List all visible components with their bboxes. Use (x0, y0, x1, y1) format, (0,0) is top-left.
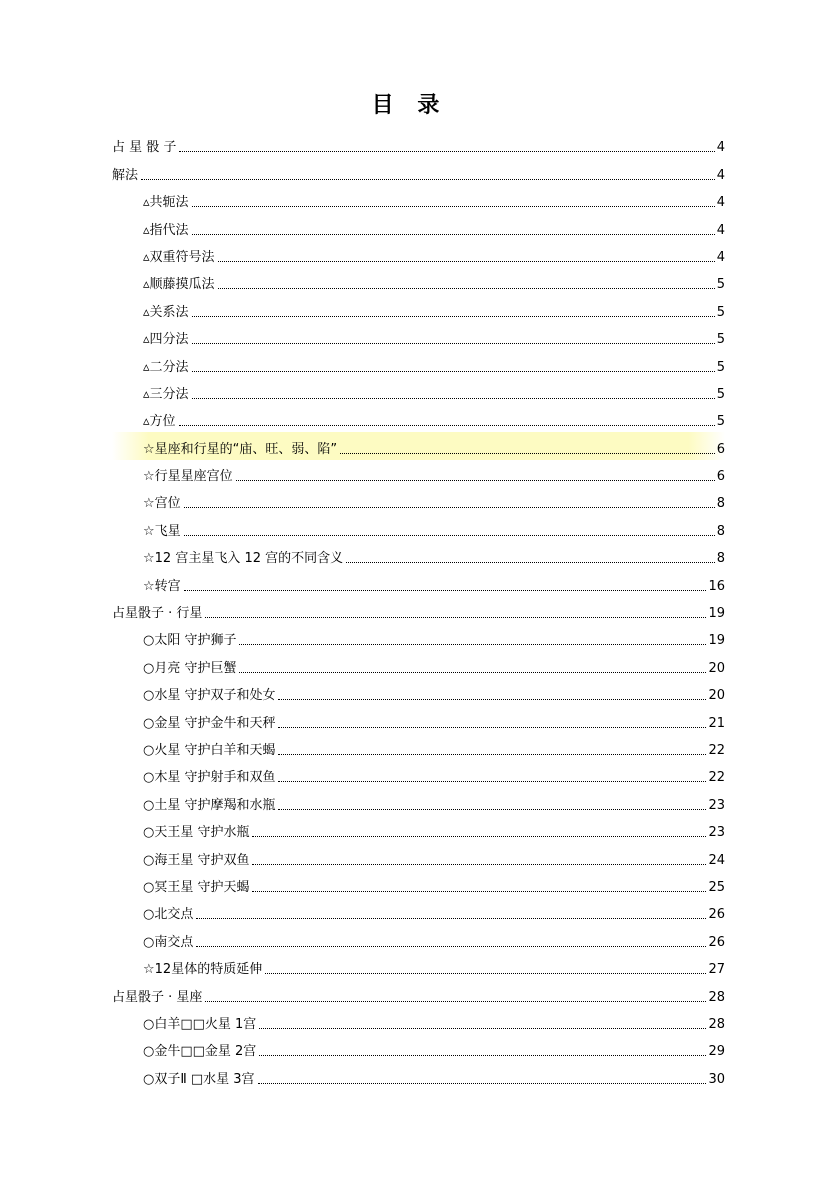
toc-leader-dots (179, 424, 715, 426)
toc-entry[interactable] (112, 843, 725, 870)
toc-entry[interactable] (112, 295, 725, 322)
toc-entry-page-number: 23 (708, 825, 725, 841)
toc-entry-label: ▵双重符号法 (143, 249, 215, 265)
toc-entry-label: ☆12 宫主星飞入 12 宫的不同含义 (143, 551, 344, 567)
toc-leader-dots (340, 452, 715, 454)
toc-leader-dots (205, 616, 706, 618)
toc-leader-dots (196, 945, 706, 947)
toc-entry[interactable] (112, 350, 725, 377)
toc-entry-label: ○白羊□□火星 1宫 (143, 1016, 257, 1032)
toc-entry[interactable] (112, 158, 725, 185)
toc-entry[interactable] (112, 788, 725, 815)
toc-entry-page-number: 8 (716, 551, 725, 567)
toc-entry[interactable] (112, 514, 725, 541)
toc-entry-page-number: 20 (708, 688, 725, 704)
toc-entry-page-number: 19 (708, 606, 725, 622)
toc-entry-label: ▵共轭法 (143, 195, 189, 211)
toc-entry-page-number: 5 (716, 304, 725, 320)
toc-leader-dots (218, 287, 715, 289)
toc-entry-page-number: 25 (708, 879, 725, 895)
toc-entry[interactable] (112, 898, 725, 925)
page-title: 目 录 (371, 93, 448, 118)
toc-leader-dots (265, 972, 706, 974)
toc-entry-page-number: 27 (708, 962, 725, 978)
table-of-contents (112, 131, 725, 1090)
toc-leader-dots (239, 671, 706, 673)
toc-entry-page-number: 20 (708, 660, 725, 676)
toc-leader-dots (196, 917, 706, 919)
toc-leader-dots (192, 370, 715, 372)
toc-entry-page-number: 22 (708, 742, 725, 758)
toc-entry[interactable] (112, 378, 725, 405)
toc-leader-dots (252, 890, 706, 892)
toc-entry-label: ○火星 守护白羊和天蝎 (143, 742, 276, 758)
toc-entry-label: ☆12星体的特质延伸 (143, 962, 263, 978)
toc-entry-page-number: 26 (708, 934, 725, 950)
toc-entry[interactable] (112, 679, 725, 706)
toc-entry-label: ☆星座和行星的“庙、旺、弱、陷” (143, 441, 338, 457)
toc-leader-dots (252, 835, 706, 837)
toc-entry[interactable] (112, 323, 725, 350)
toc-leader-dots (192, 397, 715, 399)
toc-entry-label: ○太阳 守护狮子 (143, 633, 237, 649)
toc-entry-label: ○土星 守护摩羯和水瓶 (143, 797, 276, 813)
toc-entry-page-number: 19 (708, 633, 725, 649)
toc-entry-page-number: 23 (708, 797, 725, 813)
toc-leader-dots (278, 753, 706, 755)
toc-entry-page-number: 4 (716, 167, 725, 183)
toc-leader-dots (258, 1082, 707, 1084)
toc-entry-page-number: 8 (716, 523, 725, 539)
toc-entry-label: ▵顺藤摸瓜法 (143, 277, 215, 293)
toc-entry[interactable] (112, 706, 725, 733)
toc-entry-label: ○天王星 守护水瓶 (143, 825, 250, 841)
toc-entry-label: ○木星 守护射手和双鱼 (143, 770, 276, 786)
toc-entry-page-number: 4 (716, 222, 725, 238)
toc-entry[interactable] (112, 597, 725, 624)
toc-entry[interactable] (112, 268, 725, 295)
toc-entry-page-number: 28 (708, 989, 725, 1005)
toc-entry[interactable] (112, 542, 725, 569)
toc-leader-dots (218, 260, 715, 262)
toc-entry-page-number: 4 (716, 249, 725, 265)
toc-entry-label: ▵指代法 (143, 222, 189, 238)
toc-leader-dots (184, 589, 707, 591)
toc-entry-label: ▵四分法 (143, 332, 189, 348)
toc-entry-label: 占星骰子 · 星座 (112, 989, 203, 1005)
toc-entry-page-number: 6 (716, 469, 725, 485)
toc-entry-label: ☆转宫 (143, 578, 181, 594)
toc-entry[interactable] (112, 761, 725, 788)
toc-leader-dots (346, 561, 715, 563)
toc-entry-page-number: 5 (716, 386, 725, 402)
toc-entry-label: 占星骰子 · 行星 (112, 606, 203, 622)
toc-leader-dots (239, 643, 706, 645)
toc-entry[interactable] (112, 624, 725, 651)
toc-entry-page-number: 30 (708, 1071, 725, 1087)
toc-entry[interactable] (112, 734, 725, 761)
toc-entry-label: ○月亮 守护巨蟹 (143, 660, 237, 676)
toc-entry-page-number: 5 (716, 414, 725, 430)
toc-entry-page-number: 24 (708, 852, 725, 868)
toc-leader-dots (278, 726, 706, 728)
toc-entry[interactable] (112, 131, 725, 158)
toc-entry-label: ☆宫位 (143, 496, 181, 512)
toc-leader-dots (179, 150, 714, 152)
toc-leader-dots (141, 178, 715, 180)
toc-entry[interactable] (112, 405, 725, 432)
toc-entry-page-number: 4 (716, 140, 725, 156)
toc-entry[interactable] (112, 1008, 725, 1035)
toc-entry[interactable] (112, 980, 725, 1007)
toc-entry[interactable] (112, 925, 725, 952)
toc-entry[interactable] (112, 1035, 725, 1062)
toc-entry[interactable] (112, 213, 725, 240)
toc-entry[interactable] (112, 816, 725, 843)
toc-entry[interactable] (112, 569, 725, 596)
toc-entry-label: ▵三分法 (143, 386, 189, 402)
toc-entry-label: ○金星 守护金牛和天秤 (143, 715, 276, 731)
toc-leader-dots (205, 1000, 706, 1002)
toc-entry[interactable] (112, 1062, 725, 1089)
toc-entry-label: ▵方位 (143, 414, 176, 430)
toc-entry-page-number: 6 (716, 441, 725, 457)
toc-leader-dots (184, 506, 715, 508)
toc-entry-page-number: 5 (716, 359, 725, 375)
toc-leader-dots (192, 315, 715, 317)
toc-entry-label: ○冥王星 守护天蝎 (143, 879, 250, 895)
toc-leader-dots (252, 863, 706, 865)
toc-entry[interactable] (112, 871, 725, 898)
toc-leader-dots (192, 233, 715, 235)
toc-entry-page-number: 5 (716, 332, 725, 348)
toc-entry[interactable] (112, 460, 725, 487)
toc-entry-label: ○双子Ⅱ □水星 3宫 (143, 1071, 255, 1087)
toc-leader-dots (192, 205, 715, 207)
toc-entry-page-number: 22 (708, 770, 725, 786)
toc-entry[interactable] (112, 487, 725, 514)
toc-leader-dots (259, 1027, 706, 1029)
toc-entry-page-number: 28 (708, 1016, 725, 1032)
toc-leader-dots (236, 479, 715, 481)
toc-entry-label: 占 星 骰 子 (112, 140, 177, 156)
toc-entry[interactable] (112, 953, 725, 980)
toc-entry[interactable] (112, 432, 725, 459)
toc-entry-page-number: 26 (708, 907, 725, 923)
toc-leader-dots (259, 1054, 706, 1056)
toc-leader-dots (278, 698, 706, 700)
toc-entry-page-number: 16 (708, 578, 725, 594)
toc-entry-label: 解法 (112, 167, 139, 183)
toc-leader-dots (278, 808, 706, 810)
toc-entry-page-number: 21 (708, 715, 725, 731)
toc-entry-label: ▵关系法 (143, 304, 189, 320)
toc-entry-label: ○北交点 (143, 907, 194, 923)
toc-leader-dots (278, 780, 706, 782)
toc-entry[interactable] (112, 651, 725, 678)
toc-entry-page-number: 29 (708, 1044, 725, 1060)
toc-leader-dots (192, 342, 715, 344)
toc-entry-label: ○金牛□□金星 2宫 (143, 1044, 257, 1060)
toc-entry-label: ☆行星星座宫位 (143, 469, 233, 485)
toc-entry[interactable] (112, 241, 725, 268)
toc-leader-dots (184, 534, 715, 536)
toc-entry[interactable] (112, 186, 725, 213)
toc-entry-label: ○海王星 守护双鱼 (143, 852, 250, 868)
toc-entry-label: ☆飞星 (143, 523, 181, 539)
toc-entry-label: ○水星 守护双子和处女 (143, 688, 276, 704)
toc-entry-page-number: 5 (716, 277, 725, 293)
toc-entry-label: ○南交点 (143, 934, 194, 950)
toc-entry-page-number: 8 (716, 496, 725, 512)
toc-entry-label: ▵二分法 (143, 359, 189, 375)
toc-entry-page-number: 4 (716, 195, 725, 211)
